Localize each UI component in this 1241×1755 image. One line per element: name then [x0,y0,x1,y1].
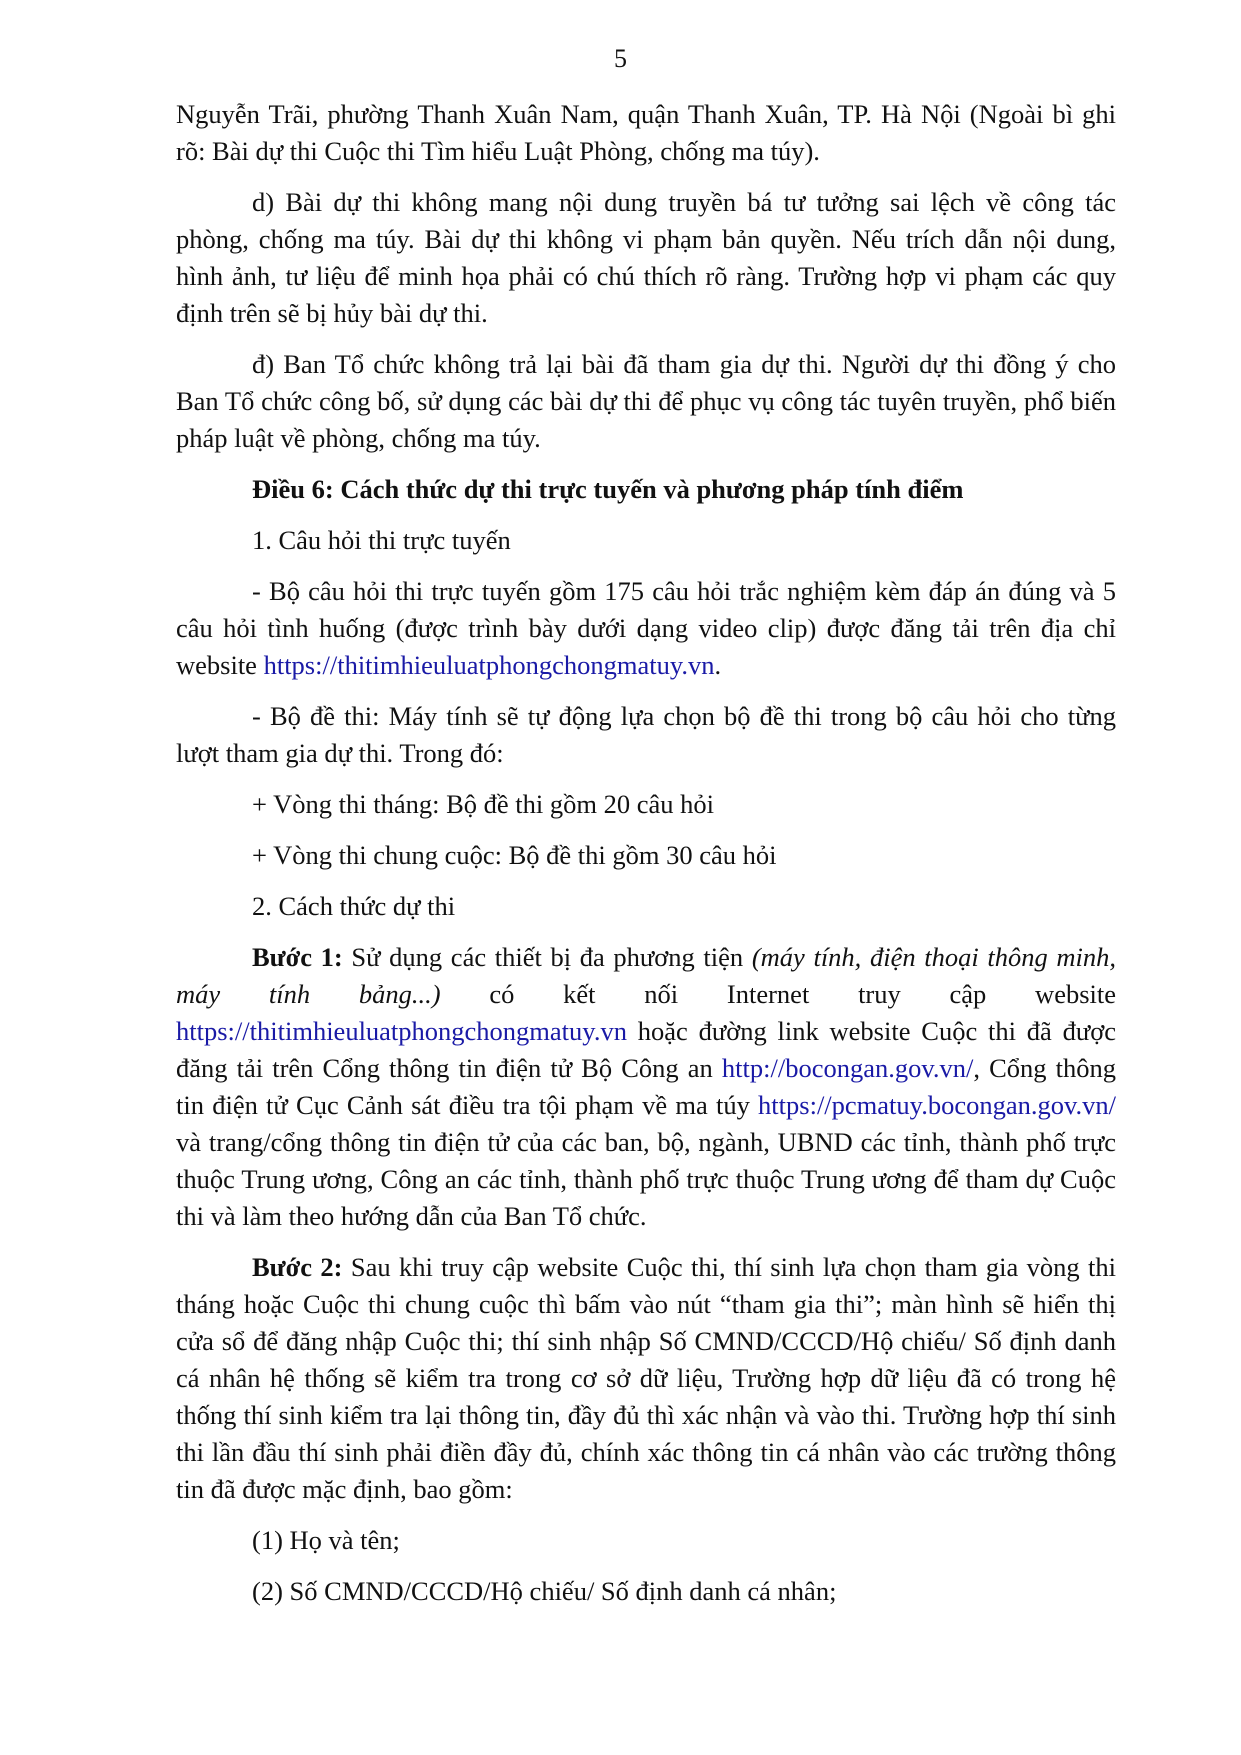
list-item-id-number: (2) Số CMND/CCCD/Hộ chiếu/ Số định danh cá nhân; [252,1576,837,1606]
step-1-text-3: hoặc đường link website Cuộc thi đã được đăng tải trên Cổng thông tin điện tử Bộ Công an [176,1016,1116,1083]
question-bank-text: - Bộ câu hỏi thi trực tuyến gồm 175 câu hỏi trắc nghiệm kèm đáp án đúng và 5 câu hỏi tình huống (được trình bày dưới dạng video clip) được đăng tải trên địa chỉ website [176,576,1116,680]
step-1-text-2: có kết nối Internet truy cập website [440,979,1117,1009]
page-number: 5 [614,44,627,73]
paragraph-dd: đ) Ban Tổ chức không trả lại bài đã tham gia dự thi. Người dự thi đồng ý cho Ban Tổ chức công bố, sử dụng các bài dự thi để phục vụ công tác tuyên truyền, phổ biến pháp luật về phòng, chống ma túy. [176,349,1116,453]
paragraph-d: d) Bài dự thi không mang nội dung truyền bá tư tưởng sai lệch về công tác phòng, chống ma túy. Bài dự thi không vi phạm bản quyền. Nếu trích dẫn nội dung, hình ảnh, tư liệu để minh họa phải có chú thích rõ ràng. Trường hợp vi phạm các quy định trên sẽ bị hủy bài dự thi. [176,187,1116,328]
bocongan-link[interactable]: http://bocongan.gov.vn/ [721,1053,974,1083]
step-2-text: Sau khi truy cập website Cuộc thi, thí sinh lựa chọn tham gia vòng thi tháng hoặc Cuộc thi chung cuộc thì bấm vào nút “tham gia thi”; màn hình sẽ hiển thị cửa sổ để đăng nhập Cuộc thi; thí sinh nhập Số CMND/CCCD/Hộ chiếu/ Số định danh cá nhân hệ thống sẽ kiểm tra trong cơ sở dữ liệu, Trường hợp dữ liệu đã có trong hệ thống thí sinh kiểm tra lại thông tin, đầy đủ thì xác nhận và vào thi. Trường hợp thí sinh thi lần đầu thí sinh phải điền đầy đủ, chính xác thông tin cá nhân vào các trường thông tin đã được mặc định, bao gồm: [176,1252,1117,1504]
question-bank-end: . [714,650,722,680]
list-item-full-name: (1) Họ và tên; [252,1525,400,1555]
subheading-how-to-participate: 2. Cách thức dự thi [252,891,456,921]
paragraph-step-1 [176,939,1116,1235]
list-item-final-round: + Vòng thi chung cuộc: Bộ đề thi gồm 30 câu hỏi [252,840,777,870]
pcmatuy-link[interactable]: https://pcmatuy.bocongan.gov.vn/ [758,1090,1116,1120]
step-1-text-5: và trang/cổng thông tin điện tử của các ban, bộ, ngành, UBND các tỉnh, thành phố trực thuộc Trung ương, Công an các tỉnh, thành phố trực thuộc Trung ương để tham dự Cuộc thi và làm theo hướng dẫn của Ban Tổ chức. [176,1127,1116,1231]
paragraph-address: Nguyễn Trãi, phường Thanh Xuân Nam, quận Thanh Xuân, TP. Hà Nội (Ngoài bì ghi rõ: Bài dự thi Cuộc thi Tìm hiểu Luật Phòng, chống ma túy). [176,99,1116,166]
paragraph-step-2 [176,1249,1116,1508]
subheading-online-questions: 1. Câu hỏi thi trực tuyến [252,525,511,555]
heading-dieu-6: Điều 6: Cách thức dự thi trực tuyến và phương pháp tính điểm [252,474,964,504]
contest-website-link[interactable]: https://thitimhieuluatphongchongmatuy.vn [263,650,715,680]
step-1-text-4: , Cổng thông tin điện tử Cục Cảnh sát điều tra tội phạm về ma túy [176,1053,1116,1120]
paragraph-question-bank [176,573,1116,684]
paragraph-exam-set: - Bộ đề thi: Máy tính sẽ tự động lựa chọn bộ đề thi trong bộ câu hỏi cho từng lượt tham gia dự thi. Trong đó: [176,701,1116,768]
list-item-monthly-round: + Vòng thi tháng: Bộ đề thi gồm 20 câu hỏi [252,789,714,819]
step-1-text-1: Sử dụng các thiết bị đa phương tiện [342,942,752,972]
step-1-devices: (máy tính, điện thoại thông minh, máy tính bảng...) [176,942,1116,1009]
step-2-label: Bước 2: [252,1252,343,1282]
step-1-label: Bước 1: [252,942,343,972]
contest-website-link-2[interactable]: https://thitimhieuluatphongchongmatuy.vn [176,1016,627,1046]
document-body [176,96,1116,1624]
